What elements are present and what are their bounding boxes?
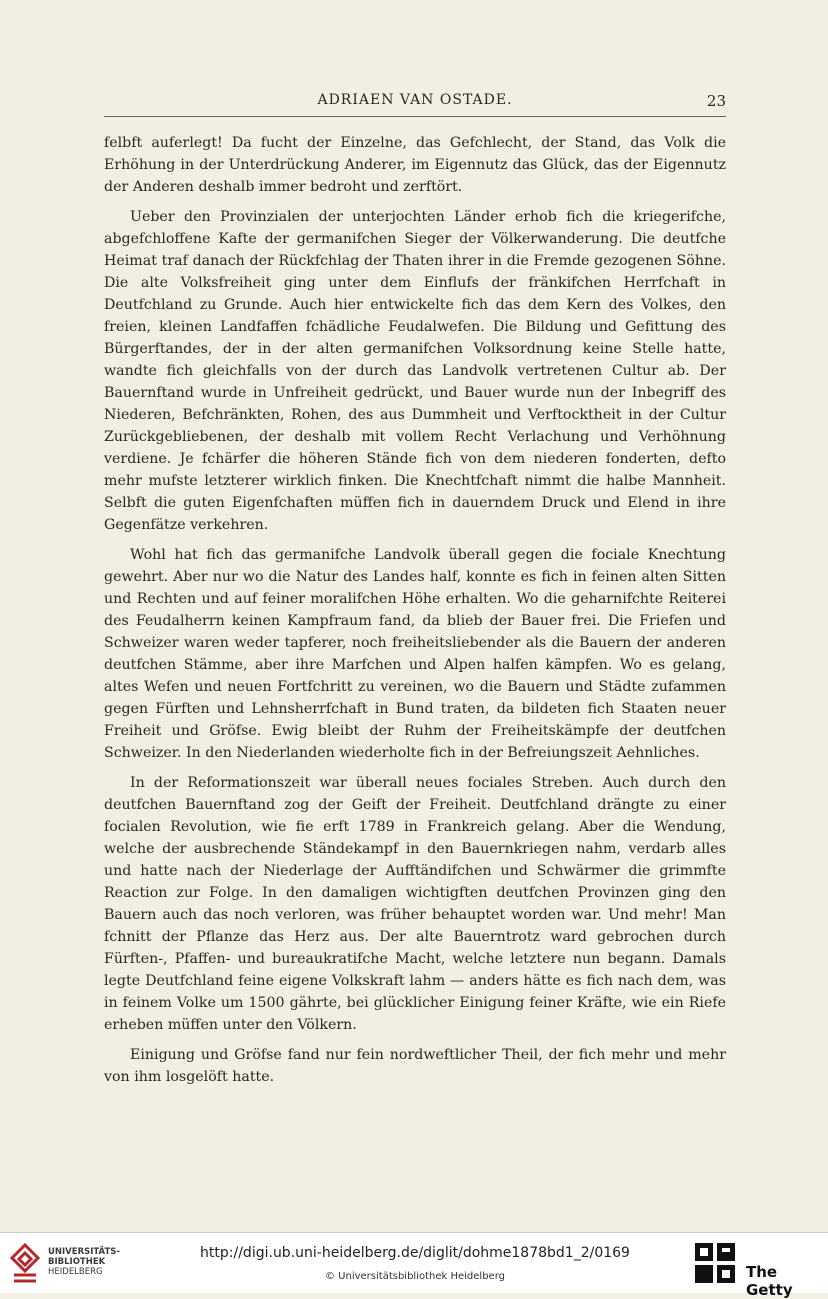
library-name <box>48 1247 120 1277</box>
body-text <box>104 132 726 1096</box>
copyright-notice: © Universitätsbibliothek Heidelberg <box>324 1271 505 1282</box>
viewer-footer <box>0 1232 828 1299</box>
paragraph: Wohl hat fich das germanifche Landvolk überall gegen die fociale Knechtung gewehrt. Aber nur wo die Natur des Landes half, konnte es fich in feinen alten Sitten und Rechten und auf feiner moralifchen Höhe erhalten. Wo die geharnifchte Reiterei des Feudalherrn keinen Kampfraum fand, da blieb der Bauer frei. Die Friefen und Schweizer waren weder tapferer, noch freiheitsliebender als die Bauern der anderen deutfchen Stämme, aber ihre Marfchen und Alpen halfen kämpfen. Wo es gelang, altes Wefen und neuen Fortfchritt zu vereinen, wo die Bauern und Städte zufammen gegen Fürften und Lehnsherrfchaft in Bund traten, da bildeten fich Staaten neuer Freiheit und Gröfse. Ewig bleibt der Ruhm der Freiheitskämpfe der deutfchen Schweizer. In den Niederlanden wiederholte fich in der Befreiungszeit Aehnliches. <box>104 547 726 761</box>
paragraph: felbft auferlegt! Da fucht der Einzelne, das Gefchlecht, der Stand, das Volk die Erhöhung in der Unterdrückung Anderer, im Eigennutz das Glück, das der Eigennutz der Anderen deshalb immer bedroht und zerftört. <box>104 135 726 195</box>
library-name-line: HEIDELBERG <box>48 1267 103 1277</box>
paragraph: Ueber den Provinzialen der unterjochten Länder erhob fich die kriegerifche, abgefchloffene Kafte der germanifchen Sieger der Völkerwanderung. Die deutfche Heimat traf danach der Rückfchlag der Thaten ihrer in die Fremde gezogenen Söhne. Die alte Volksfreiheit ging unter dem Einflufs der fränkifchen Herrfchaft in Deutfchland zu Grunde. Auch hier entwickelte fich das dem Kern des Volkes, den freien, kleinen Landfaffen fchädliche Feudalwefen. Die Bildung und Gefittung des Bürgerftandes, der in der alten germanifchen Volksordnung keine Stelle hatte, wandte fich gleichfalls von der durch das Landvolk vertretenen Cultur ab. Der Bauernftand wurde in Unfreiheit gedrückt, und Bauer wurde nun der Inbegriff des Niederen, Befchränkten, Rohen, des aus Dummheit und Verftocktheit in der Cultur Zurückgebliebenen, der deshalb mit vollem Recht Verlachung und Verhöhnung verdiene. Je fchärfer die höheren Stände fich von dem niederen fonderten, defto mehr mufste letzterer wirklich finken. Die Knechtfchaft nimmt die halbe Mannheit. Selbft die guten Eigenfchaften müffen fich in dauerndem Druck und Elend in ihre Gegenfätze verkehren. <box>104 209 726 533</box>
library-name-line: BIBLIOTHEK <box>48 1257 106 1267</box>
running-head <box>104 90 726 117</box>
running-title: ADRIAEN VAN OSTADE. <box>317 92 513 108</box>
permalink[interactable]: http://digi.ub.uni-heidelberg.de/diglit/dohme1878bd1_2/0169 <box>200 1245 630 1261</box>
getty-logo-icon <box>693 1241 737 1285</box>
library-name-line: UNIVERSITÄTS- <box>48 1247 120 1257</box>
paragraph: In der Reformationszeit war überall neues fociales Streben. Auch durch den deutfchen Bauernftand zog der Geift der Freiheit. Deutfchland drängte zu einer focialen Revolution, wie fie erft 1789 in Frankreich gelang. Aber die Wendung, welche der ausbrechende Ständekampf in den Bauernkriegen nahm, verdarb alles und hatte nach der Niederlage der Aufftändifchen und Schwärmer die grimmfte Reaction zur Folge. In den damaligen wichtigften deutfchen Provinzen ging den Bauern auch das noch verloren, was früher behauptet worden war. Und mehr! Man fchnitt der Pflanze das Herz aus. Der alte Bauerntrotz ward gebrochen durch Fürften-, Pfaffen- und bureaukratifche Macht, welche letztere nun begann. Damals legte Deutfchland feine eigene Volkskraft lahm — anders hätte es fich nach dem, was in feinem Volke um 1500 gährte, bei glücklicher Einigung feiner Kräfte, wie ein Riefe erheben müffen unter den Völkern. <box>104 775 726 1033</box>
paragraph: Einigung und Gröfse fand nur fein nordweftlicher Theil, der fich mehr und mehr von ihm losgelöft hatte. <box>104 1047 726 1085</box>
university-library-logo-icon <box>8 1241 42 1285</box>
page-number: 23 <box>706 92 726 110</box>
getty-name: The Getty <box>746 1263 793 1299</box>
